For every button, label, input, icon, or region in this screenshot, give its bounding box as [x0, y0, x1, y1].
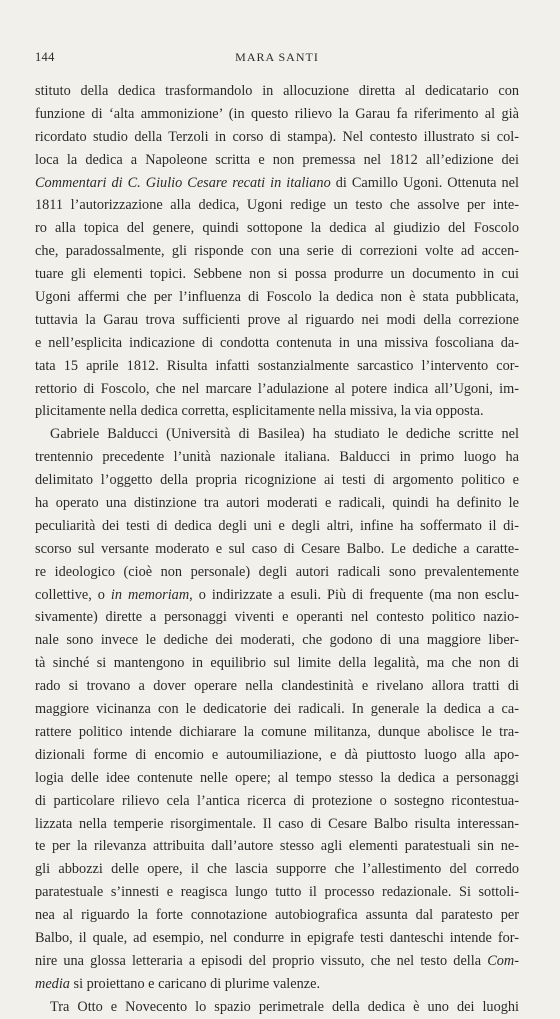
- running-head: MARA SANTI: [235, 50, 319, 64]
- text-line: [35, 515, 519, 538]
- text-line: [35, 996, 519, 1019]
- text-line: [35, 652, 519, 675]
- text-segment: e nell’esplicita indicazione di condotta contenuta in una missiva foscoliana da-: [35, 334, 519, 351]
- text-segment: ha operato una distinzione tra autori moderati e radicali, quindi ha definito le: [35, 495, 519, 512]
- text-segment: tuare gli elementi topici. Sebbene non si possa produrre un documento in cui: [35, 266, 519, 283]
- italic-text: Commentari di C. Giulio Cesare recati in italiano: [35, 174, 331, 191]
- text-line: [35, 973, 519, 996]
- text-segment: trentennio precedente l’unità nazionale italiana. Balducci in primo luogo ha: [35, 449, 519, 466]
- text-segment: ro alla topica del genere, quindi sottopone la dedica al giudizio del Foscolo: [35, 220, 519, 237]
- text-segment: tuttavia la Garau trova sufficienti prove al riguardo nei modi della correzione: [35, 311, 519, 328]
- text-segment: nire una glossa letteraria a episodi del proprio vissuto, che nel testo della: [35, 952, 488, 969]
- text-line: [35, 858, 519, 881]
- text-line: [35, 423, 519, 446]
- text-line: [35, 194, 519, 217]
- text-segment: collettive, o: [35, 586, 111, 603]
- text-segment: paratestuale s’innesti e reagisca lungo tutto il processo redazionale. Si sottoli-: [35, 884, 519, 901]
- text-line: [35, 492, 519, 515]
- text-segment: rado si trovano a dover operare nella clandestinità e rivelano allora tratti di: [35, 678, 519, 695]
- body-text: [35, 80, 519, 1019]
- text-line: [35, 378, 519, 401]
- italic-text: media: [35, 975, 70, 992]
- text-segment: , o indirizzate a esuli. Più di frequente (ma non esclu-: [189, 586, 519, 603]
- text-segment: funzione di ‘alta ammonizione’ (in questo rilievo la Garau fa riferimento al già: [35, 105, 519, 122]
- text-line: [35, 629, 519, 652]
- text-segment: scorso sul versante moderato e sul caso di Cesare Balbo. Le dediche a caratte-: [35, 540, 519, 557]
- text-segment: di particolare rilievo cela l’antica ricerca di protezione o sostegno ricontestua-: [35, 792, 519, 809]
- text-segment: dizionali forme di encomio e autoumiliazione, e dà piuttosto luogo alla apo-: [35, 746, 519, 763]
- text-line: [35, 126, 519, 149]
- text-segment: che, paradossalmente, gli risponde con una serie di correzioni volte ad accen-: [35, 243, 519, 260]
- text-line: [35, 446, 519, 469]
- text-line: [35, 263, 519, 286]
- text-line: [35, 675, 519, 698]
- text-line: [35, 149, 519, 172]
- text-segment: sivamente) dirette a personaggi viventi e operanti nel contesto politico nazio-: [35, 609, 519, 626]
- text-segment: plicitamente nella dedica corretta, esplicitamente nella missiva, la via opposta.: [35, 403, 484, 420]
- text-segment: loca la dedica a Napoleone scritta e non premessa nel 1812 all’edizione dei: [35, 151, 519, 168]
- text-line: [35, 927, 519, 950]
- text-line: [35, 744, 519, 767]
- text-segment: nea al riguardo la forte connotazione autobiografica assunta dal paratesto per: [35, 907, 519, 924]
- text-line: [35, 309, 519, 332]
- text-line: [35, 469, 519, 492]
- text-segment: 1811 l’autorizzazione alla dedica, Ugoni redige un testo che assolve per inte-: [35, 197, 519, 214]
- text-segment: nale sono invece le dediche dei moderati, che godono di una maggiore liber-: [35, 632, 519, 649]
- text-line: [35, 950, 519, 973]
- text-line: [35, 217, 519, 240]
- text-segment: Ugoni affermi che per l’influenza di Foscolo la dedica non è stata pubblicata,: [35, 289, 519, 306]
- page-number: 144: [35, 50, 55, 64]
- text-segment: tata 15 aprile 1812. Risulta infatti sostanzialmente sarcastico l’intervento cor-: [35, 357, 519, 374]
- text-line: [35, 698, 519, 721]
- text-line: [35, 538, 519, 561]
- text-line: [35, 584, 519, 607]
- text-segment: peculiarità dei testi di dedica degli uni e degli altri, infine ha soffermato il di-: [35, 517, 519, 534]
- text-segment: tà sinché si mantengono in equilibrio sul limite della legalità, ma che non di: [35, 655, 519, 672]
- text-segment: di Camillo Ugoni. Ottenuta nel: [330, 174, 519, 191]
- text-line: [35, 103, 519, 126]
- text-segment: gli abbozzi delle opere, il che lascia supporre che l’allestimento del corredo: [35, 861, 519, 878]
- text-segment: rettorio di Foscolo, che nel marcare l’adulazione al potere indica all’Ugoni, im-: [35, 380, 519, 397]
- text-segment: rattere politico intende dichiarare la comune militanza, dunque abolisce le tra-: [35, 723, 519, 740]
- text-line: [35, 721, 519, 744]
- page-header: [35, 50, 519, 70]
- text-segment: ricordato studio della Terzoli in corso di stampa). Nel contesto illustrato si col-: [35, 128, 519, 145]
- text-segment: si proiettano e caricano di plurime valenze.: [69, 975, 321, 992]
- text-line: [35, 400, 519, 423]
- text-segment: re ideologico (cioè non personale) degli autori radicali sono prevalentemente: [35, 563, 519, 580]
- text-line: [35, 286, 519, 309]
- text-segment: lizzata nella temperie risorgimentale. Il caso di Cesare Balbo risulta interessan-: [35, 815, 519, 832]
- text-line: [35, 240, 519, 263]
- text-line: [35, 80, 519, 103]
- text-line: [35, 904, 519, 927]
- text-line: [35, 767, 519, 790]
- text-line: [35, 561, 519, 584]
- text-segment: te per la rilevanza attribuita dall’autore stesso agli elementi paratestuali sin ne-: [35, 838, 519, 855]
- text-segment: stituto della dedica trasformandolo in allocuzione diretta al dedicatario con: [35, 83, 519, 99]
- text-segment: delimitato l’oggetto della propria ricognizione ai testi di argomento politico e: [35, 472, 519, 489]
- text-line: [35, 835, 519, 858]
- text-segment: logia delle idee contenute nelle opere; al tempo stesso la dedica a personaggi: [35, 769, 519, 786]
- text-line: [35, 790, 519, 813]
- text-segment: maggiore vicinanza con le dedicatorie dei radicali. In generale la dedica a ca-: [35, 701, 519, 718]
- text-segment: Tra Otto e Novecento lo spazio perimetrale della dedica è uno dei luoghi: [50, 998, 519, 1015]
- text-segment: Balbo, il quale, ad esempio, nel condurre in epigrafe testi danteschi intende for-: [35, 929, 519, 946]
- text-line: [35, 355, 519, 378]
- text-line: [35, 332, 519, 355]
- text-segment: Gabriele Balducci (Università di Basilea) ha studiato le dediche scritte nel: [50, 426, 519, 443]
- italic-text: in memoriam: [110, 586, 190, 603]
- text-line: [35, 813, 519, 836]
- italic-text: Com-: [487, 952, 519, 969]
- text-line: [35, 172, 519, 195]
- text-line: [35, 606, 519, 629]
